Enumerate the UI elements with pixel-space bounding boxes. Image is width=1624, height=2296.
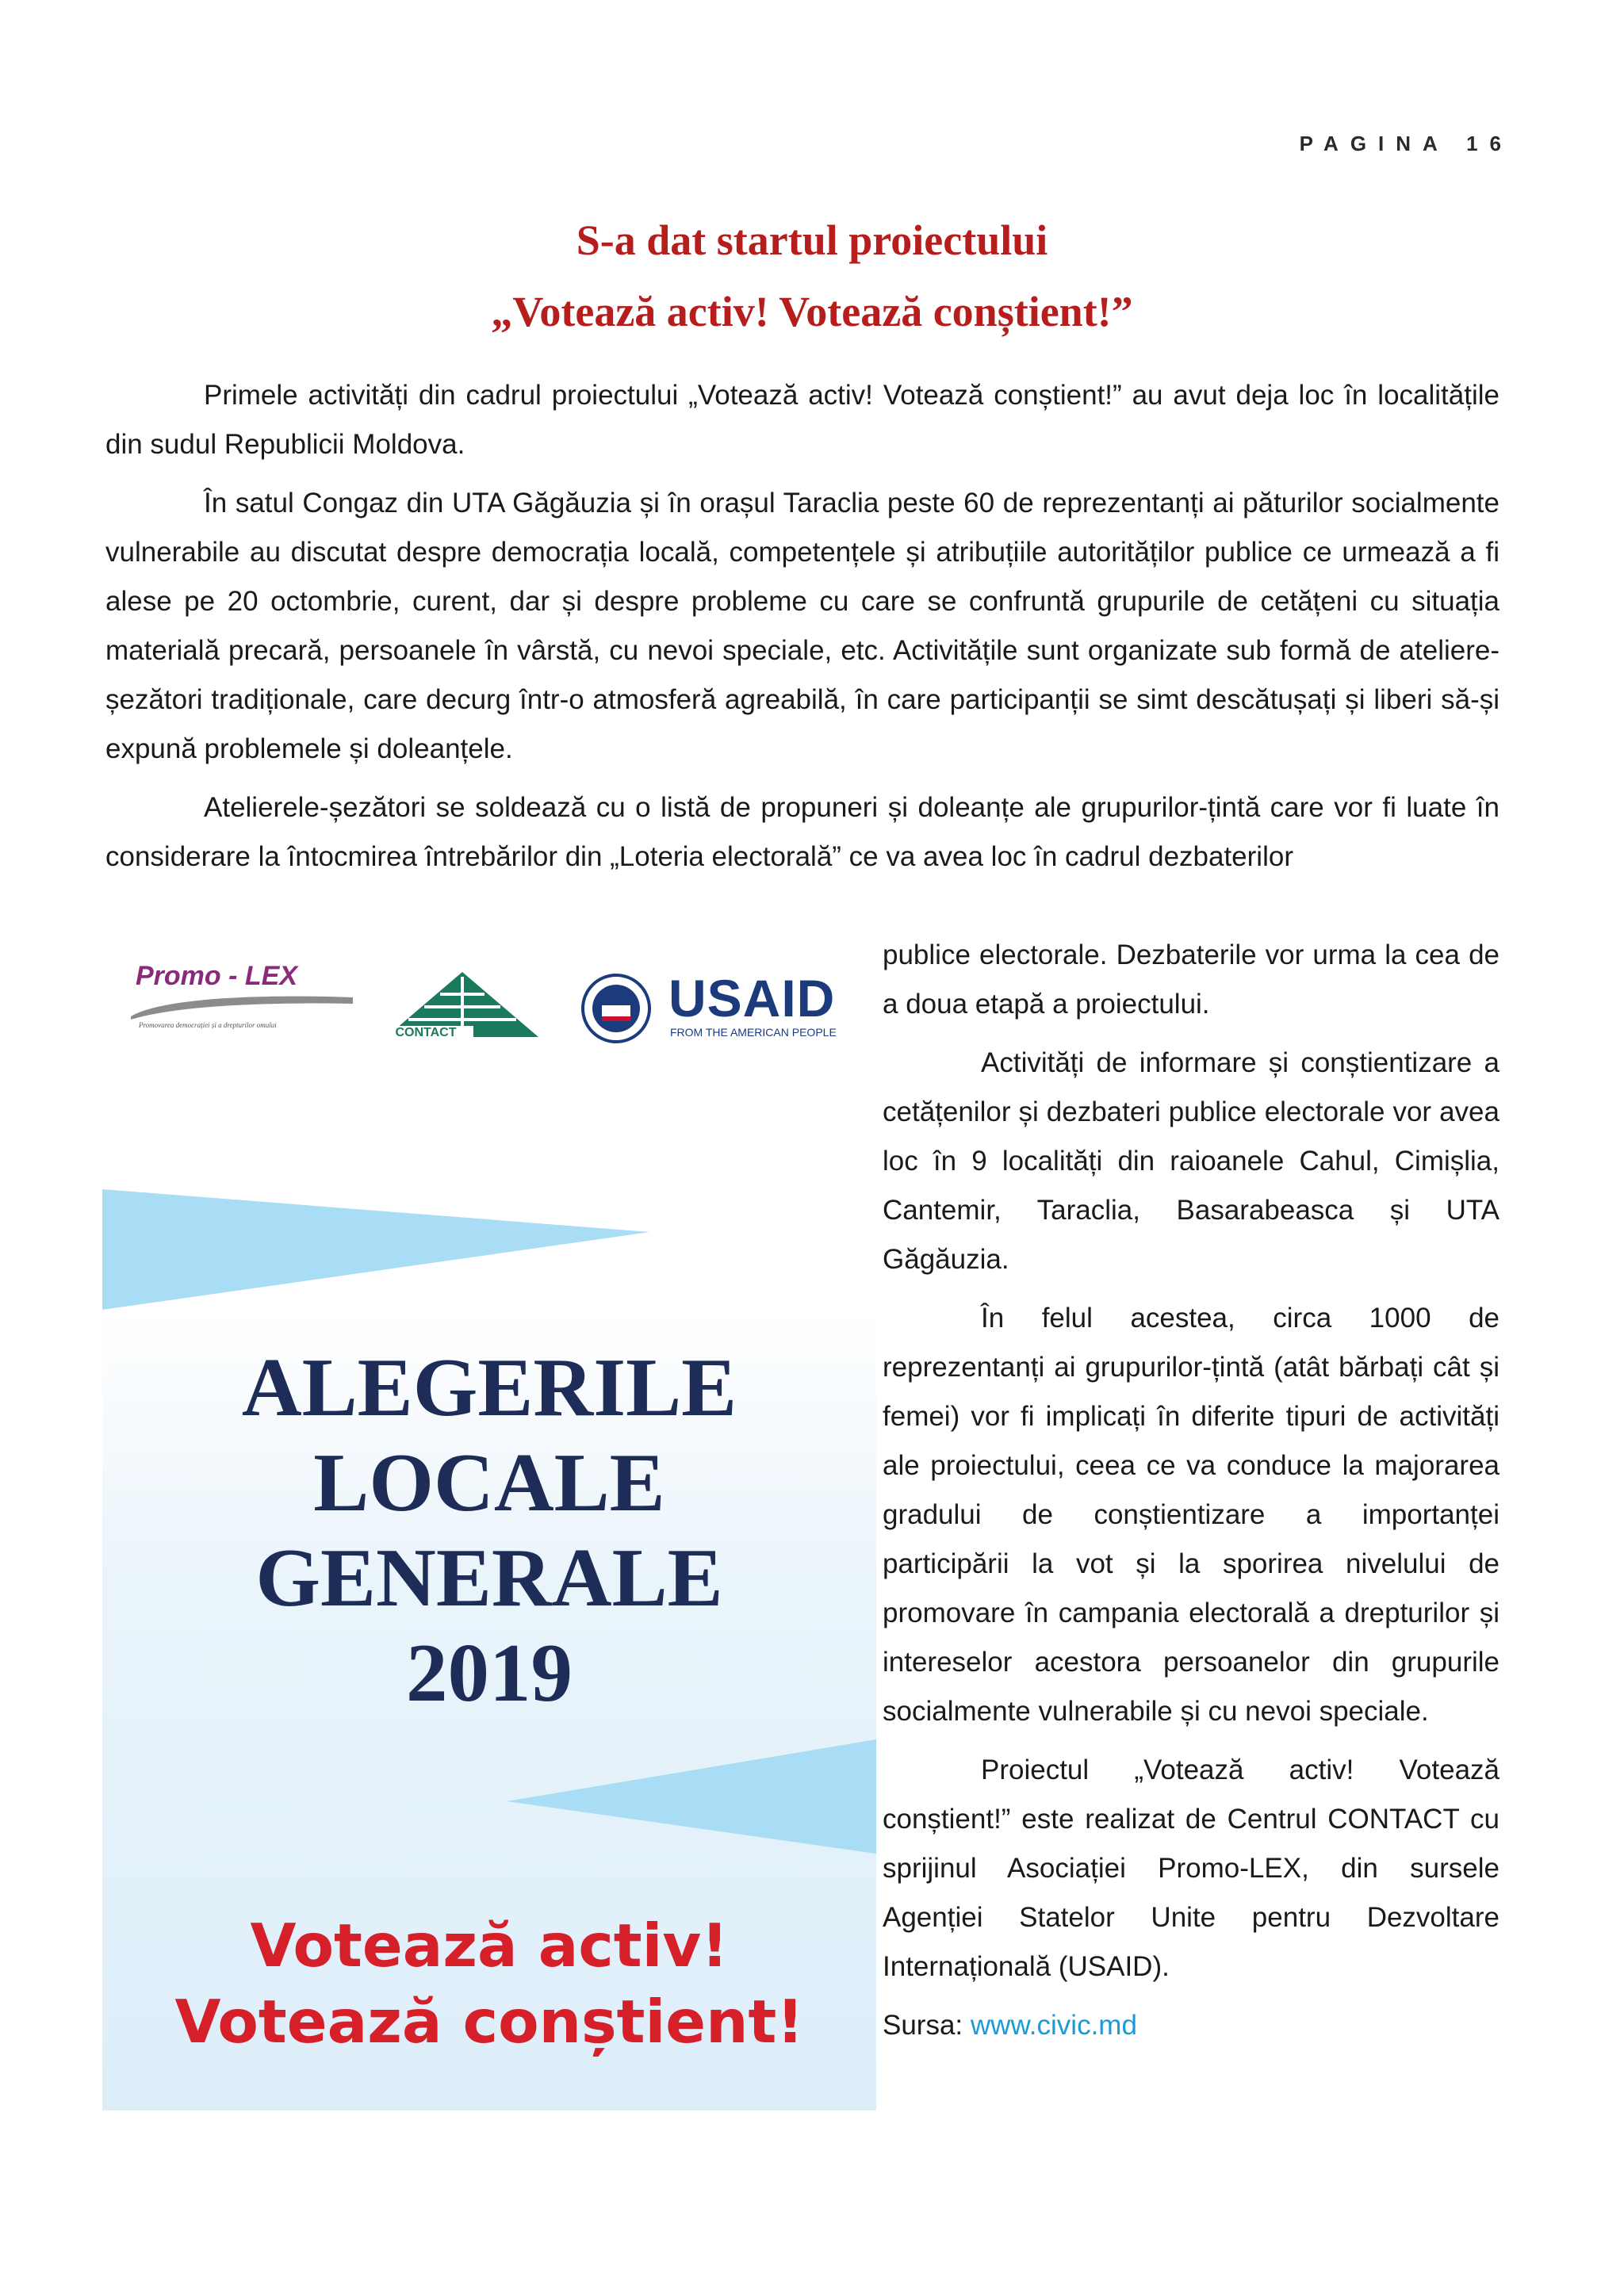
flyer-slogan	[102, 1908, 876, 2060]
source-link[interactable]: www.civic.md	[970, 2010, 1137, 2041]
article-body	[105, 371, 1500, 882]
source-label: Sursa:	[883, 2010, 963, 2041]
flyer-heading-line-1: ALEGERILE	[241, 1341, 737, 1433]
flyer-heading-line-4: 2019	[406, 1626, 573, 1719]
paragraph-3: Atelierele-șezători se soldează cu o listă de propuneri și doleanțe ale grupurilor-țintă care vor fi luate în considerare la întocmirea întrebărilor din „Loteria electorală” ce va avea loc în cadrul dezbaterilor	[105, 792, 1500, 872]
promo-lex-logo	[131, 961, 361, 1032]
contact-logo-text: CONTACT	[395, 1026, 457, 1039]
contact-logo	[385, 970, 540, 1050]
paragraph-3-continued: publice electorale. Dezbaterile vor urma la cea de a doua etapă a proiectului.	[883, 939, 1500, 1020]
paragraph-1: Primele activități din cadrul proiectului „Votează activ! Votează conștient!” au avut deja loc în localitățile din sudul Republicii Moldova.	[105, 380, 1500, 460]
source-line	[883, 2001, 1500, 2050]
flyer-heading-line-2: LOCALE	[313, 1436, 665, 1529]
campaign-flyer-image	[102, 931, 876, 2110]
paragraph-2: În satul Congaz din UTA Găgăuzia și în orașul Taraclia peste 60 de reprezentanți ai păturilor socialmente vulnerabile au discutat despre democrația locală, competențele și atribuțiile autorităților publice ce urmează a fi alese pe 20 octombrie, curent, dar și despre probleme cu care se confruntă grupurile de cetățeni cu situația materială precară, persoanele în vârstă, cu nevoi speciale, etc. Activitățile sunt organizate sub formă de ateliere-șezători tradiționale, care decurg într-o atmosferă agreabilă, în care participanții se simt descătușați și liberi să-și expună problemele și doleanțele.	[105, 488, 1500, 764]
promo-lex-tagline: Promovarea democrației și a drepturilor omului	[139, 1021, 277, 1029]
usaid-logo-text: USAID	[668, 969, 836, 1027]
article-title-line-2: „Votează activ! Votează conștient!”	[491, 288, 1133, 335]
paragraph-6: Proiectul „Votează activ! Votează conștient!” este realizat de Centrul CONTACT cu sprijinul Asociației Promo-LEX, din sursele Agenției Statelor Unite pentru Dezvoltare Internațională (USAID).	[883, 1755, 1500, 1982]
usaid-logo	[575, 970, 860, 1042]
article-title-line-1: S-a dat startul proiectului	[576, 216, 1048, 264]
paragraph-4: Activități de informare și conștientizare a cetățenilor și dezbateri publice electorale vor avea loc în 9 localități din raioanele Cahul, Cimișlia, Cantemir, Taraclia, Basarabeasca și UTA Găgăuzia.	[883, 1047, 1500, 1275]
article-body-right-column	[883, 931, 1500, 2050]
paragraph-5: În felul acestea, circa 1000 de reprezentanți ai grupurilor-țintă (atât bărbați cât și femei) vor fi implicați în diferite tipuri de activități ale proiectului, ceea ce va conduce la majorarea gradului de conștientizare a importanței participării la vot și la sporirea nivelului de promovare în campania electorală a drepturilor și intereselor acestora persoanelor din grupurile socialmente vulnerabile și cu nevoi speciale.	[883, 1303, 1500, 1727]
article-title	[0, 205, 1624, 347]
promo-lex-swoosh-icon	[131, 993, 353, 1020]
flyer-slogan-line-1: Votează activ!	[250, 1911, 729, 1980]
page-number: PAGINA 16	[1299, 132, 1513, 155]
usaid-seal-icon	[575, 974, 659, 1043]
flyer-heading	[102, 1340, 876, 1720]
flyer-slogan-line-2: Votează conștient!	[174, 1987, 804, 2057]
usaid-logo-subtext: FROM THE AMERICAN PEOPLE	[670, 1026, 837, 1039]
promo-lex-logo-text: Promo - LEX	[136, 961, 298, 991]
flyer-heading-line-3: GENERALE	[255, 1531, 723, 1624]
